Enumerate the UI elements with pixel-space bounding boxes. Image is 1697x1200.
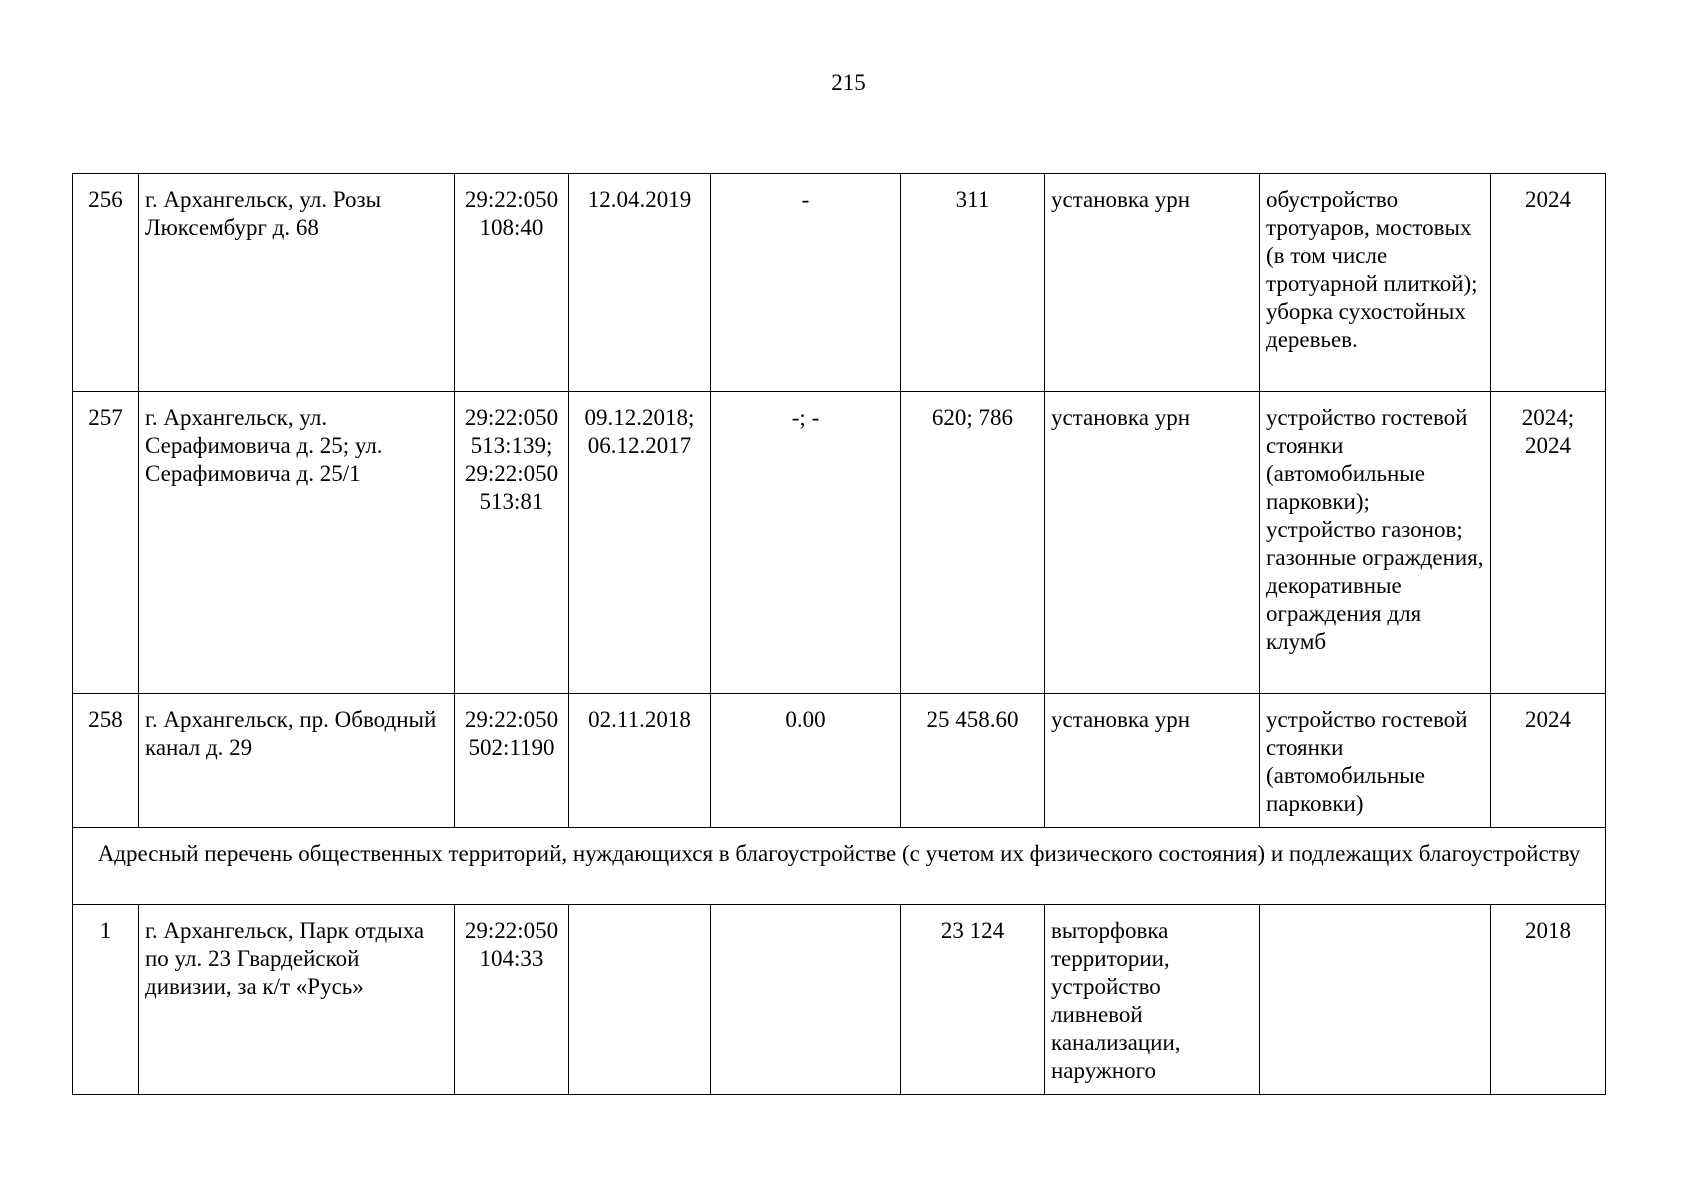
cell-number: 256 bbox=[73, 174, 139, 392]
cell-year: 2024; 2024 bbox=[1491, 392, 1606, 694]
table-row bbox=[73, 392, 1606, 694]
cell-additional-works bbox=[1260, 905, 1491, 1095]
section-title: Адресный перечень общественных территорий, нуждающихся в благоустройстве (с учетом их физического состояния) и подлежащих благоустройству bbox=[73, 828, 1606, 905]
cell-date: 12.04.2019 bbox=[569, 174, 711, 392]
cell-address: г. Архангельск, ул. Розы Люксембург д. 68 bbox=[139, 174, 455, 392]
table-row bbox=[73, 905, 1606, 1095]
cell-value bbox=[711, 905, 901, 1095]
section-header-row bbox=[73, 828, 1606, 905]
cell-area: 620; 786 bbox=[901, 392, 1045, 694]
table-row bbox=[73, 174, 1606, 392]
cell-year: 2024 bbox=[1491, 174, 1606, 392]
cell-date bbox=[569, 905, 711, 1095]
page-number: 215 bbox=[831, 70, 866, 95]
cell-cadastral-number: 29:22:050 513:139; 29:22:050 513:81 bbox=[455, 392, 569, 694]
cell-year: 2018 bbox=[1491, 905, 1606, 1095]
cell-works: установка урн bbox=[1045, 392, 1260, 694]
cell-number: 257 bbox=[73, 392, 139, 694]
cell-works: установка урн bbox=[1045, 174, 1260, 392]
cell-number: 1 bbox=[73, 905, 139, 1095]
cell-address: г. Архангельск, Парк отдыха по ул. 23 Гвардейской дивизии, за к/т «Русь» bbox=[139, 905, 455, 1095]
cell-date: 02.11.2018 bbox=[569, 694, 711, 828]
cell-date: 09.12.2018; 06.12.2017 bbox=[569, 392, 711, 694]
cell-additional-works: обустройство тротуаров, мостовых (в том числе тротуарной плиткой); уборка сухостойных деревьев. bbox=[1260, 174, 1491, 392]
cell-year: 2024 bbox=[1491, 694, 1606, 828]
cell-cadastral-number: 29:22:050 104:33 bbox=[455, 905, 569, 1095]
cell-value: -; - bbox=[711, 392, 901, 694]
cell-number: 258 bbox=[73, 694, 139, 828]
cell-address: г. Архангельск, ул. Серафимовича д. 25; ул. Серафимовича д. 25/1 bbox=[139, 392, 455, 694]
cell-area: 23 124 bbox=[901, 905, 1045, 1095]
cell-area: 25 458.60 bbox=[901, 694, 1045, 828]
cell-value: - bbox=[711, 174, 901, 392]
cell-additional-works: устройство гостевой стоянки (автомобильные парковки); устройство газонов; газонные ограждения, декоративные ограждения для клумб bbox=[1260, 392, 1491, 694]
cell-works: установка урн bbox=[1045, 694, 1260, 828]
cell-area: 311 bbox=[901, 174, 1045, 392]
cell-additional-works: устройство гостевой стоянки (автомобильные парковки) bbox=[1260, 694, 1491, 828]
cell-cadastral-number: 29:22:050 502:1190 bbox=[455, 694, 569, 828]
table-row bbox=[73, 694, 1606, 828]
cell-works: выторфовка территории, устройство ливневой канализации, наружного bbox=[1045, 905, 1260, 1095]
territory-table bbox=[72, 173, 1606, 1095]
cell-address: г. Архангельск, пр. Обводный канал д. 29 bbox=[139, 694, 455, 828]
cell-cadastral-number: 29:22:050 108:40 bbox=[455, 174, 569, 392]
cell-value: 0.00 bbox=[711, 694, 901, 828]
